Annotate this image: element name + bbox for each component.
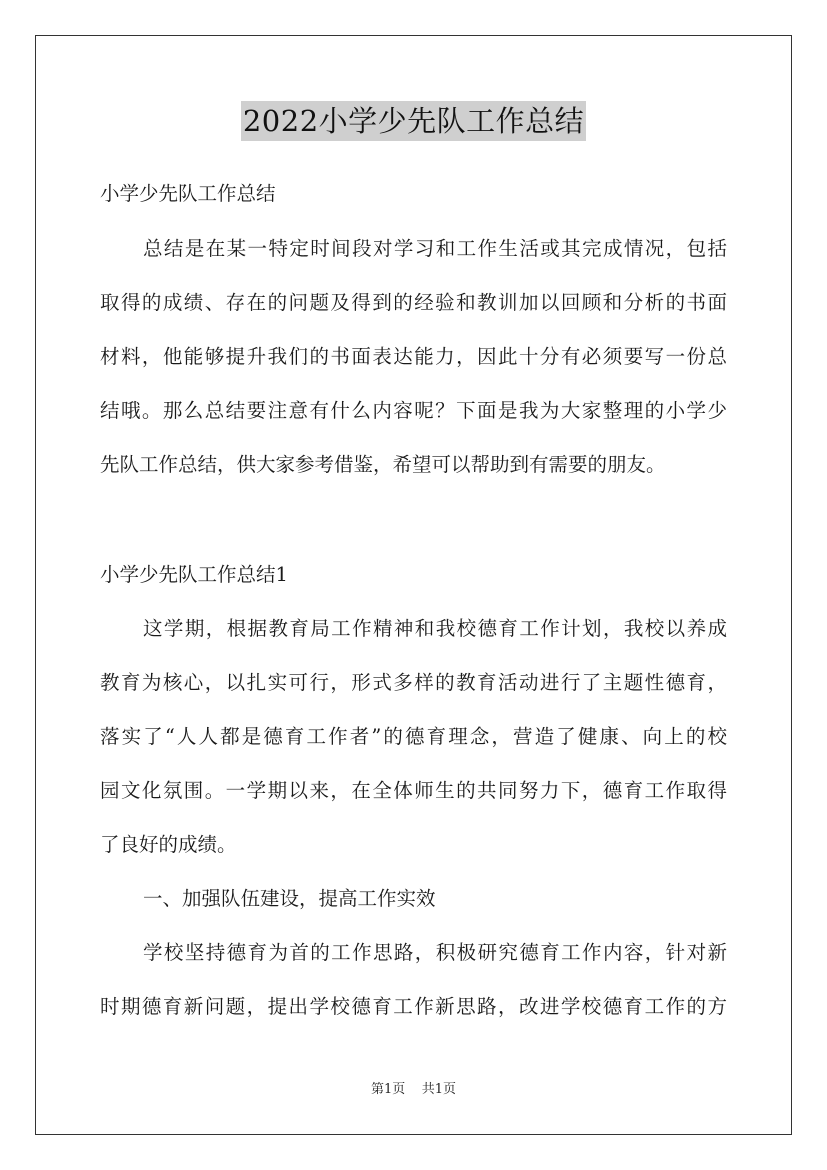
title-container	[0, 101, 827, 141]
paragraph-line: 结哦。那么总结要注意有什么内容呢？下面是我为大家整理的小学少	[100, 399, 727, 422]
page-footer	[0, 1081, 827, 1099]
paragraph-line: 材料，他能够提升我们的书面表达能力，因此十分有必须要写一份总	[100, 345, 727, 368]
paragraph-line: 总结是在某一特定时间段对学习和工作生活或其完成情况，包括	[143, 237, 727, 260]
paragraph-line: 落实了“人人都是德育工作者”的德育理念，营造了健康、向上的校	[100, 725, 727, 748]
paragraph-line: 取得的成绩、存在的问题及得到的经验和教训加以回顾和分析的书面	[100, 291, 727, 314]
page-number: 第1页	[370, 1082, 406, 1097]
paragraph-line: 园文化氛围。一学期以来，在全体师生的共同努力下，德育工作取得	[100, 779, 727, 802]
paragraph-line: 教育为核心，以扎实可行，形式多样的教育活动进行了主题性德育，	[100, 671, 727, 694]
section-heading-1: 小学少先队工作总结1	[100, 563, 288, 586]
document-title: 2022小学少先队工作总结	[241, 101, 586, 141]
paragraph-line: 时期德育新问题，提出学校德育工作新思路，改进学校德育工作的方	[100, 995, 727, 1018]
subsection-heading: 一、加强队伍建设，提高工作实效	[143, 887, 436, 910]
paragraph-line: 学校坚持德育为首的工作思路，积极研究德育工作内容，针对新	[143, 941, 727, 964]
page-total: 共1页	[421, 1082, 457, 1097]
paragraph-line: 先队工作总结，供大家参考借鉴，希望可以帮助到有需要的朋友。	[100, 453, 666, 476]
paragraph-line: 了良好的成绩。	[100, 833, 237, 856]
section-heading-intro: 小学少先队工作总结	[100, 182, 276, 205]
paragraph-line: 这学期，根据教育局工作精神和我校德育工作计划，我校以养成	[143, 617, 727, 640]
